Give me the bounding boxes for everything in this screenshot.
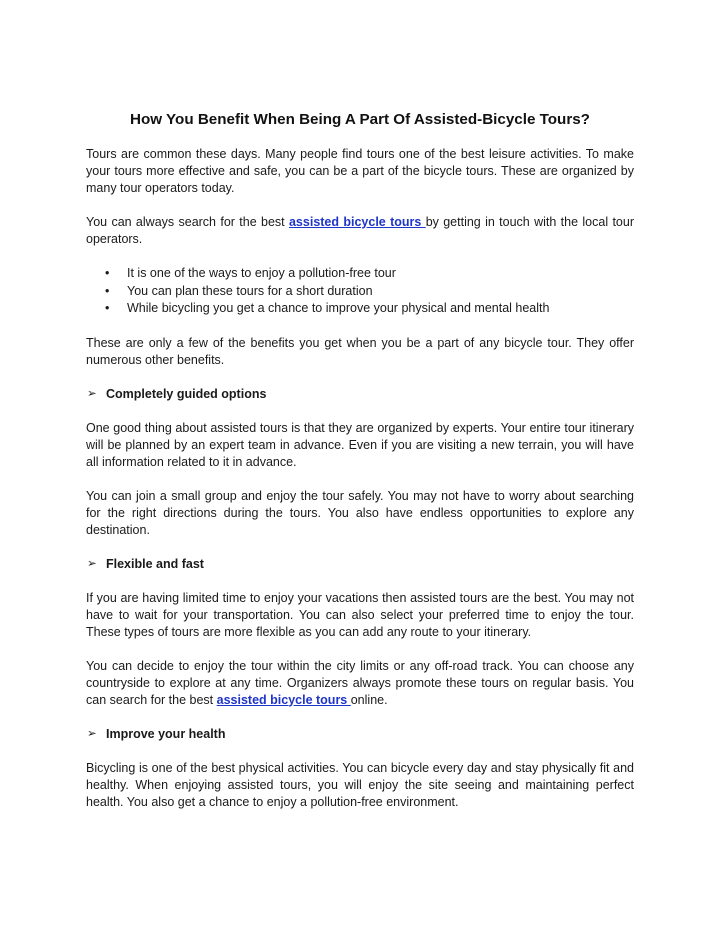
section-heading-text: Flexible and fast [106,556,204,571]
bullet-icon: • [105,266,110,280]
link-paragraph-after: online. [350,692,388,707]
search-text-after: by getting in touch with the local tour operators. [86,215,634,246]
benefits-paragraph: These are only a few of the benefits you get when you be a part of any bicycle tour. They offer numerous other benefits. [86,335,634,367]
section-heading-health [86,726,634,743]
list-item [86,265,634,283]
list-item-text: It is one of the ways to enjoy a pollution-free tour [127,266,396,280]
benefit-list [86,265,634,318]
section-heading-flexible [86,556,634,573]
list-item [86,300,634,318]
section-heading-text: Improve your health [106,726,226,741]
arrow-bullet-icon: ➢ [87,727,97,740]
list-item-text: While bicycling you get a chance to improve your physical and mental health [127,301,550,315]
section-link-paragraph [86,658,634,709]
section-paragraph: Bicycling is one of the best physical activities. You can bicycle every day and stay physically fit and healthy. When enjoying assisted tours, you will enjoy the site seeing and maintaining perfect health. You also get a chance to enjoy a pollution-free environment. [86,760,634,809]
section-paragraph: One good thing about assisted tours is that they are organized by experts. Your entire tour itinerary will be planned by an expert team in advance. Even if you are visiting a new terrain, you will have all information related to it in advance. [86,420,634,469]
arrow-bullet-icon: ➢ [87,557,97,570]
page-title: How You Benefit When Being A Part Of Assisted-Bicycle Tours? [130,111,590,128]
assisted-bicycle-tours-link[interactable]: assisted bicycle tours [216,692,351,707]
list-item [86,283,634,301]
intro-paragraph: Tours are common these days. Many people find tours one of the best leisure activities. To make your tours more effective and safe, you can be a part of the bicycle tours. These are organized by many tour operators today. [86,147,634,195]
arrow-bullet-icon: ➢ [87,387,97,400]
bullet-icon: • [105,301,110,315]
search-text-before: You can always search for the best [86,215,289,229]
search-paragraph [86,214,634,248]
list-item-text: You can plan these tours for a short duration [127,283,373,298]
section-heading-text: Completely guided options [106,386,267,401]
link-paragraph-before: You can decide to enjoy the tour within the city limits or any off-road track. You can choose any countryside to explore at any time. Organizers always promote these tours on regular basis. You can search for the best [86,658,634,707]
section-heading-guided [86,386,634,403]
section-paragraph: If you are having limited time to enjoy your vacations then assisted tours are the best. You may not have to wait for your transportation. You can also select your preferred time to enjoy the tour. These types of tours are more flexible as you can add any route to your itinerary. [86,590,634,639]
section-paragraph: You can join a small group and enjoy the tour safely. You may not have to worry about searching for the right directions during the tours. You also have endless opportunities to explore any destination. [86,488,634,537]
bullet-icon: • [105,283,110,298]
assisted-bicycle-tours-link[interactable]: assisted bicycle tours [288,215,426,229]
